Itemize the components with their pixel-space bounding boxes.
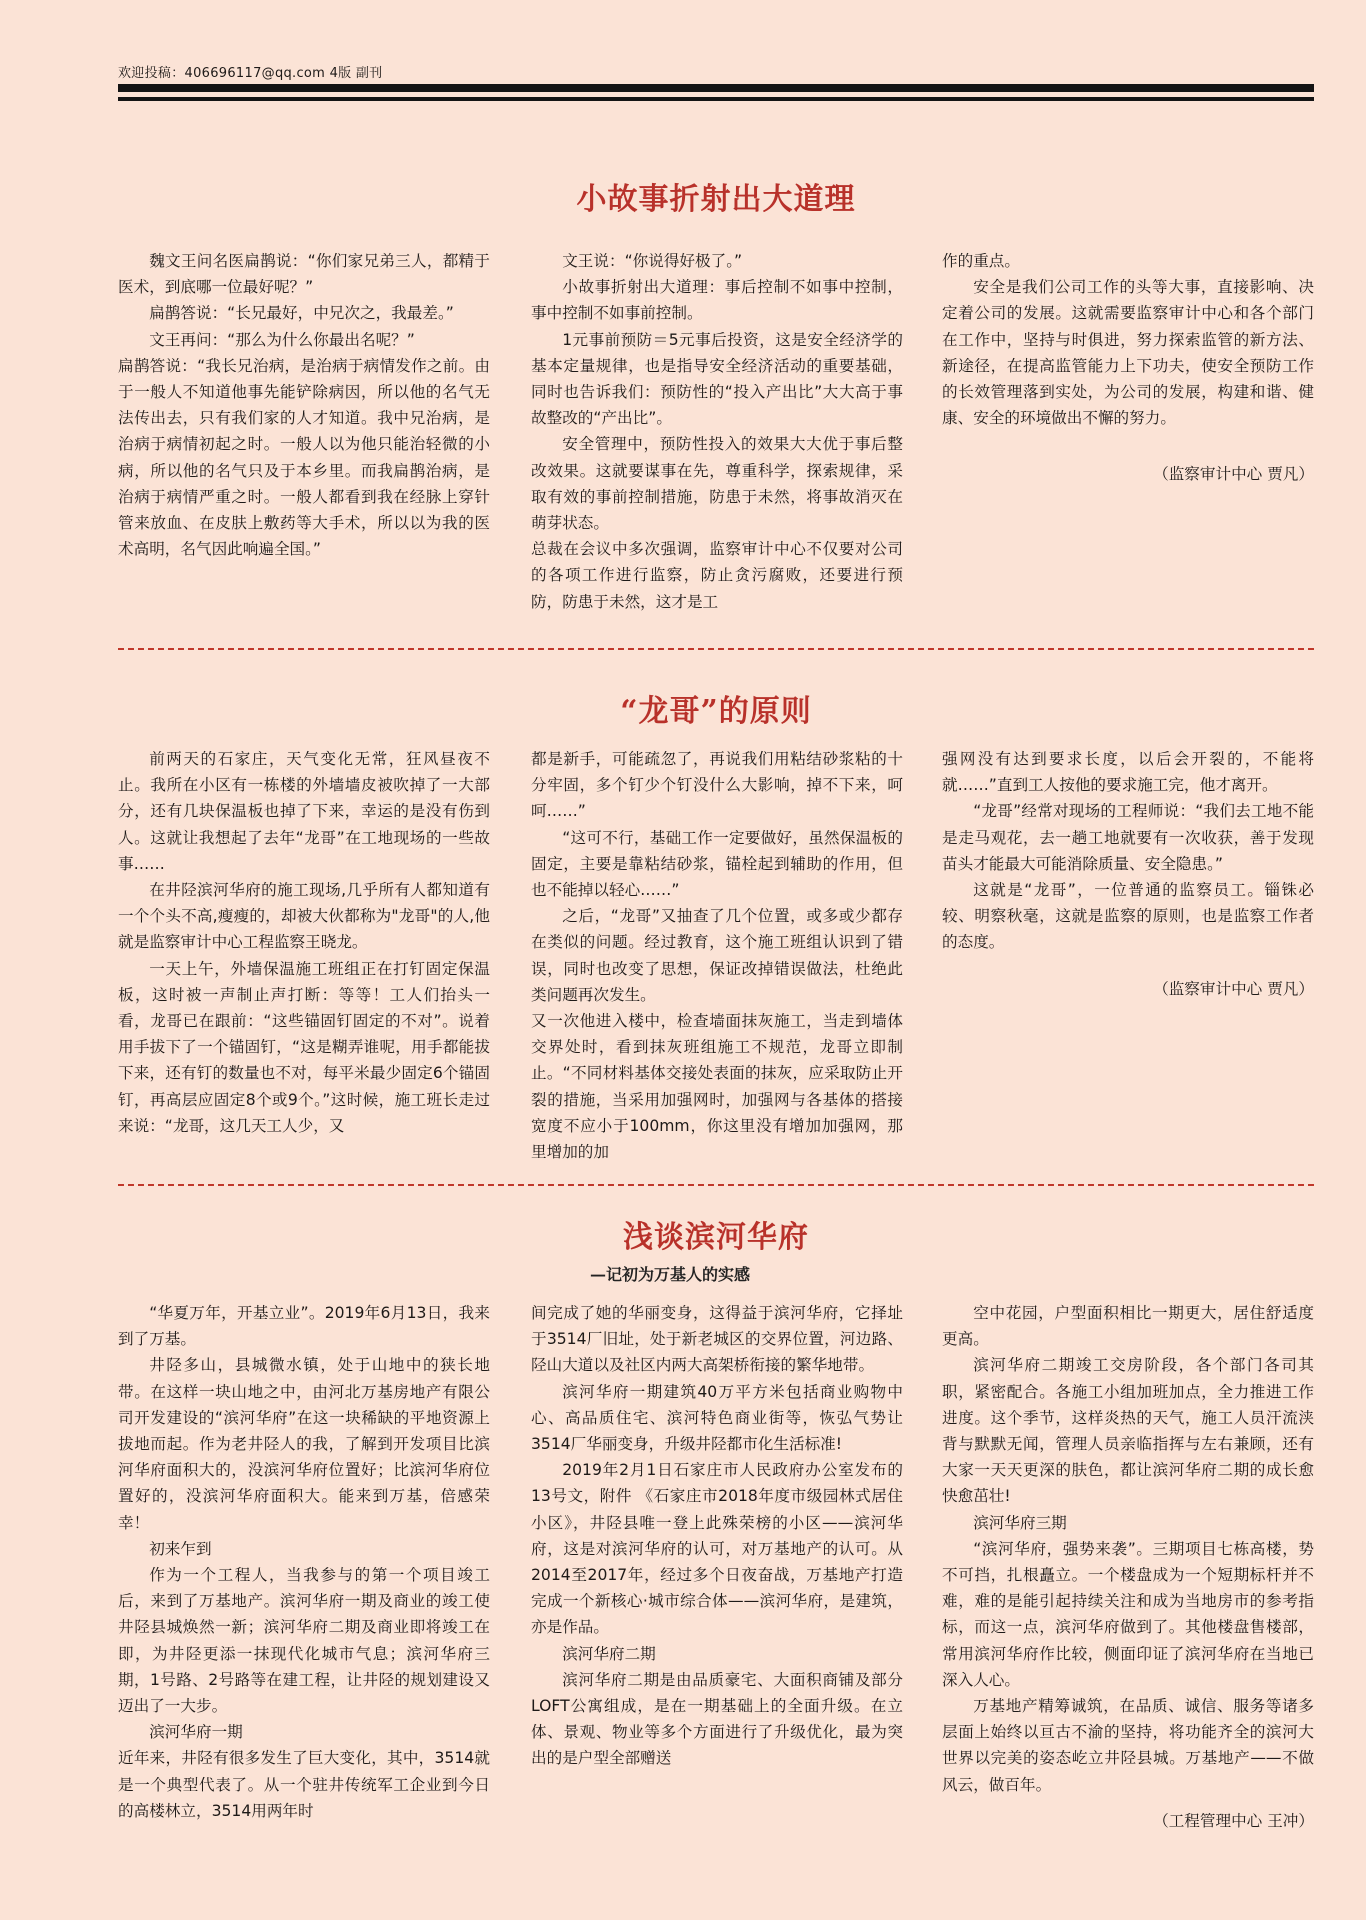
article-column [942,248,1314,488]
paragraph: 作的重点。 [942,252,1020,270]
article-column [531,248,903,615]
section-heading: 滨河华府三期 [973,1513,1067,1532]
paragraph: 强网没有达到要求长度，以后会开裂的，不能将就……”直到工人按他的要求施工完，他才离开。 [942,750,1314,795]
section-heading: 初来乍到 [149,1539,212,1558]
paragraph: 安全是我们公司工作的头等大事，直接影响、决定着公司的发展。这就需要监察审计中心和各个部门在工作中，坚持与时俱进，努力探索监管的新方法、新途径，在提高监管能力上下功夫，使安全预防工作的长效管理落到实处，为公司的发展，构建和谐、健康、安全的环境做出不懈的努力。 [942,278,1314,428]
paragraph: 间完成了她的华丽变身，这得益于滨河华府，它择址于3514厂旧址，处于新老城区的交界位置，河边路、陉山大道以及社区内两大高架桥衔接的繁华地带。 [531,1304,903,1375]
article-column [942,746,1314,1002]
paragraph: 都是新手，可能疏忽了，再说我们用粘结砂浆粘的十分牢固，多个钉少个钉没什么大影响，掉不下来，呵呵……” [531,750,903,821]
article-subtitle: —记初为万基人的实感 [590,1265,751,1284]
section-heading: 滨河华府二期 [562,1644,656,1663]
paragraph: 滨河华府二期竣工交房阶段，各个部门各司其职，紧密配合。各施工小组加班加点，全力推进工作进度。这个季节，这样炎热的天气，施工人员汗流浃背与默默无闻，管理人员亲临指挥与左右兼顾，还有大家一天天更深的肤色，都让滨河华府二期的成长愈快愈茁壮! [942,1356,1314,1506]
paragraph: “华夏万年，开基立业”。2019年6月13日，我来到了万基。 [118,1304,490,1349]
paragraph: 文王再问：“那么为什么你最出名呢？” [149,330,415,349]
paragraph: 魏文王问名医扁鹊说：“你们家兄弟三人，都精于医术，到底哪一位最好呢？” [118,252,490,297]
paragraph: 一天上午，外墙保温施工班组正在打钉固定保温板，这时被一声制止声打断：等等！工人们抬头一看，龙哥已在跟前：“这些锚固钉固定的不对”。说着用手拔下了一个锚固钉，“这是糊弄谁呢，用手都能拔下来，还有钉的数量也不对，每平米最少固定6个锚固钉，再高层应固定8个或9个。”这时候，施工班长走过来说：“龙哥，这几天工人少，又 [118,959,490,1135]
article-column [942,1300,1314,1834]
section-heading: 滨河华府一期 [149,1723,243,1742]
paragraph: “这可不行，基础工作一定要做好，虽然保温板的固定，主要是靠粘结砂浆，锚栓起到辅助的作用，但也不能掉以轻心……” [531,828,903,900]
article-title: 小故事折射出大道理 [576,182,856,217]
article-column [531,1300,903,1772]
paragraph: 2019年2月1日石家庄市人民政府办公室发布的13号文，附件 《石家庄市2018年度市级园林式居住小区》，井陉县唯一登上此殊荣榜的小区——滨河华府，这是对滨河华府的认可，对万基地产的认可。从2014至2017年，经过多个日夜奋战，万基地产打造完成一个新核心·城市综合体——滨河华府，是建筑，亦是作品。 [531,1461,903,1637]
author-signature: （工程管理中心 王冲） [1153,1811,1314,1830]
paragraph: 安全管理中，预防性投入的效果大大优于事后整改效果。这就要谋事在先，尊重科学，探索规律，采取有效的事前控制措施，防患于未然，将事故消灭在萌芽状态。 [531,435,903,533]
section-divider [118,1184,1314,1186]
article-title: “龙哥”的原则 [620,694,812,729]
article-title: 浅谈滨河华府 [623,1220,809,1255]
paragraph: 作为一个工程人，当我参与的第一个项目竣工后，来到了万基地产。滨河华府一期及商业的竣工使井陉县城焕然一新；滨河华府二期及商业即将竣工在即，为井陉更添一抹现代化城市气息；滨河华府三期，1号路、2号路等在建工程，让井陉的规划建设又迈出了一大步。 [118,1566,490,1716]
paragraph: 滨河华府一期建筑40万平方米包括商业购物中心、高品质住宅、滨河特色商业街等，恢弘气势让3514厂华丽变身，升级井陉都市化生活标准! [531,1382,903,1454]
paragraph: 扁鹊答说：“我长兄治病，是治病于病情发作之前。由于一般人不知道他事先能铲除病因，所以他的名气无法传出去，只有我们家的人才知道。我中兄治病，是治病于病情初起之时。一般人以为他只能治轻微的小病，所以他的名气只及于本乡里。而我扁鹊治病，是治病于病情严重之时。一般人都看到我在经脉上穿针管来放血、在皮肤上敷药等大手术，所以以为我的医术高明，名气因此响遍全国。” [118,356,490,559]
section-divider [118,648,1314,650]
paragraph: “滨河华府，强势来袭”。三期项目七栋高楼，势不可挡，扎根矗立。一个楼盘成为一个短期标杆并不难，难的是能引起持续关注和成为当地房市的参考指标，而这一点，滨河华府做到了。其他楼盘售楼部，常用滨河华府作比较，侧面印证了滨河华府在当地已深入人心。 [942,1539,1314,1689]
paragraph: 近年来，井陉有很多发生了巨大变化，其中，3514就是一个典型代表了。从一个驻井传统军工企业到今日的高楼林立，3514用两年时 [118,1749,490,1820]
paragraph: 前两天的石家庄，天气变化无常，狂风昼夜不止。我所在小区有一栋楼的外墙墙皮被吹掉了一大部分，还有几块保温板也掉了下来，幸运的是没有伤到人。这就让我想起了去年“龙哥”在工地现场的一些故事…… [118,750,490,873]
paragraph: 在井陉滨河华府的施工现场,几乎所有人都知道有一个个头不高,瘦瘦的，却被大伙都称为"龙哥"的人,他就是监察审计中心工程监察王晓龙。 [118,881,490,952]
article-column [118,248,490,562]
paragraph: 这就是“龙哥”，一位普通的监察员工。锱铢必较、明察秋毫，这就是监察的原则，也是监察工作者的态度。 [942,881,1314,952]
paragraph: 之后，“龙哥”又抽查了几个位置，或多或少都存在类似的问题。经过教育，这个施工班组认识到了错误，同时也改变了思想，保证改掉错误做法，杜绝此类问题再次发生。 [531,907,903,1004]
paragraph: 又一次他进入楼中，检查墙面抹灰施工，当走到墙体交界处时，看到抹灰班组施工不规范，龙哥立即制止。“不同材料基体交接处表面的抹灰，应采取防止开裂的措施，当采用加强网时，加强网与各基体的搭接宽度不应小于100mm，你这里没有增加加强网，那里增加的加 [531,1012,903,1162]
article-column [118,1300,490,1824]
paragraph: 井陉多山，县城微水镇，处于山地中的狭长地带。在这样一块山地之中，由河北万基房地产有限公司开发建设的“滨河华府”在这一块稀缺的平地资源上拔地而起。作为老井陉人的我，了解到开发项目比滨河华府面积大的，没滨河华府位置好；比滨河华府位置好的，没滨河华府面积大。能来到万基，倍感荣幸！ [118,1356,490,1532]
header-rule-thick [118,84,1314,92]
author-signature: （监察审计中心 贾凡） [1153,465,1314,484]
paragraph: 空中花园，户型面积相比一期更大，居住舒适度更高。 [942,1304,1314,1349]
page-header: 欢迎投稿：406696117@qq.com 4版 副刊 [118,66,383,81]
paragraph: 万基地产精筹诚筑，在品质、诚信、服务等诸多层面上始终以亘古不渝的坚持，将功能齐全的滨河大世界以完美的姿态屹立井陉县城。万基地产——不做风云，做百年。 [942,1697,1314,1794]
article-column [531,746,903,1165]
paragraph: 小故事折射出大道理：事后控制不如事中控制，事中控制不如事前控制。 [531,278,903,323]
paragraph: “龙哥”经常对现场的工程师说：“我们去工地不能是走马观花，去一趟工地就要有一次收获，善于发现苗头才能最大可能消除质量、安全隐患。” [942,802,1314,873]
paragraph: 1元事前预防＝5元事后投资，这是安全经济学的基本定量规律，也是指导安全经济活动的重要基础，同时也告诉我们：预防性的“投入产出比”大大高于事故整改的“产出比”。 [531,330,903,428]
paragraph: 总裁在会议中多次强调，监察审计中心不仅要对公司的各项工作进行监察，防止贪污腐败，还要进行预防，防患于未然，这才是工 [531,540,903,611]
header-rule-thin [118,97,1314,101]
paragraph: 滨河华府二期是由品质豪宅、大面积商铺及部分LOFT公寓组成，是在一期基础上的全面升级。在立体、景观、物业等多个方面进行了升级优化，最为突出的是户型全部赠送 [531,1670,903,1768]
author-signature: （监察审计中心 贾凡） [1153,979,1314,998]
paragraph: 文王说：“你说得好极了。” [562,252,743,270]
paragraph: 扁鹊答说：“长兄最好，中兄次之，我最差。” [149,304,454,323]
article-column [118,746,490,1139]
